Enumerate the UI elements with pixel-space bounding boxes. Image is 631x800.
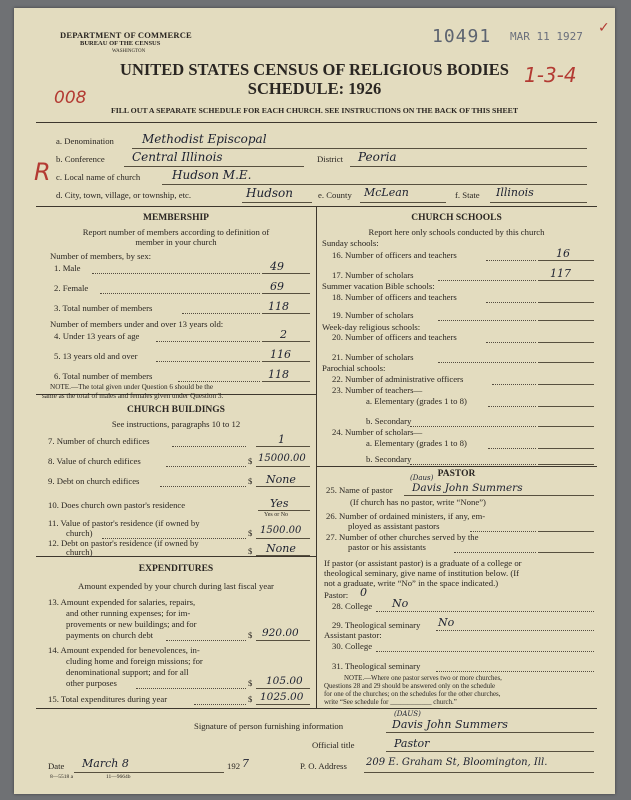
total-6-value: 118: [268, 368, 289, 381]
check-mark-top: ✓: [598, 20, 610, 36]
state-value: Illinois: [496, 186, 534, 199]
q27-line-2: pastor or his assistants: [348, 542, 426, 552]
schools-heading: CHURCH SCHOOLS: [411, 213, 502, 223]
dollar-13: $: [248, 630, 253, 640]
year-prefix: 192: [227, 761, 241, 771]
under-13-value: 2: [280, 328, 287, 341]
residence-value-label-2: church): [66, 528, 93, 538]
expenditures-intro: Amount expended by your church during last fiscal year: [78, 581, 274, 591]
local-name-value: Hudson M.E.: [172, 168, 252, 182]
handwritten-code-right: 1-3-4: [524, 63, 577, 87]
instruction-line: FILL OUT A SEPARATE SCHEDULE FOR EACH CHURCH. SEE INSTRUCTIONS ON THE BACK OF THIS SHEET: [110, 106, 519, 115]
assistant-pastor-label: Assistant pastor:: [324, 630, 382, 640]
form-title: UNITED STATES CENSUS OF RELIGIOUS BODIES: [120, 60, 509, 79]
total-6-label: 6. Total number of members: [54, 371, 153, 381]
edifice-debt-label: 9. Debt on church edifices: [48, 476, 140, 486]
q14-line-1: 14. Amount expended for benevolences, in-: [48, 645, 200, 655]
print-code-1: 8—5518 a: [50, 774, 74, 780]
age-heading: Number of members under and over 13 years old:: [50, 319, 224, 329]
dollar-8: $: [248, 456, 253, 466]
county-value: McLean: [364, 186, 409, 199]
residence-label: 10. Does church own pastor's residence: [48, 500, 186, 510]
pastor-heading: PASTOR: [437, 469, 476, 479]
po-address-value: 209 E. Graham St, Bloomington, Ill.: [366, 757, 548, 768]
q14-line-2: cluding home and foreign missions; for: [66, 656, 203, 666]
denomination-label: a. Denomination: [56, 136, 114, 146]
edifices-label: 7. Number of church edifices: [48, 436, 150, 446]
q27-line-1: 27. Number of other churches served by the: [326, 532, 479, 542]
male-label: 1. Male: [54, 263, 81, 273]
membership-note-1: NOTE.—The total given under Question 6 should be the: [50, 383, 214, 391]
grad-note-1: If pastor (or assistant pastor) is a graduate of a college or: [324, 558, 522, 568]
received-stamp-date: MAR 11 1927: [510, 30, 583, 43]
bureau-name: BUREAU OF THE CENSUS: [80, 40, 161, 47]
residence-value: Yes: [270, 497, 289, 510]
denomination-value: Methodist Episcopal: [142, 132, 267, 146]
buildings-sub: See instructions, paragraphs 10 to 12: [111, 419, 241, 429]
q24a-label: a. Elementary (grades 1 to 8): [366, 438, 467, 448]
residence-value-label-1: 11. Value of pastor's residence (if owned by: [48, 518, 200, 528]
signature-label: Signature of person furnishing information: [194, 721, 344, 731]
pastor-note-3: for one of the churches; on the schedules for the other churches,: [324, 691, 501, 698]
male-value: 49: [270, 260, 284, 273]
membership-note-2: same as the total of males and females given under Question 3.: [42, 392, 224, 400]
q19-label: 19. Number of scholars: [332, 310, 414, 320]
dollar-15: $: [248, 694, 253, 704]
q31-label: 31. Theological seminary: [332, 661, 421, 671]
q17-value: 117: [550, 267, 571, 280]
pastor-name-value: Davis John Summers: [412, 482, 523, 494]
q14-line-4: other purposes: [66, 678, 117, 688]
pastor-mark: 0: [360, 586, 367, 599]
po-address-label: P. O. Address: [300, 761, 347, 771]
q18-label: 18. Number of officers and teachers: [332, 292, 457, 302]
summer-schools: Summer vacation Bible schools:: [322, 281, 435, 291]
edifice-value-value: 15000.00: [258, 453, 306, 464]
date-label: Date: [48, 761, 65, 771]
schools-intro: Report here only schools conducted by this church: [368, 227, 545, 237]
q22-label: 22. Number of administrative officers: [332, 374, 464, 384]
district-value: Peoria: [358, 150, 397, 164]
conference-label: b. Conference: [56, 154, 105, 164]
pastor-note-4: write “See schedule for ____________ church.”: [324, 699, 457, 706]
county-label: e. County: [318, 190, 352, 200]
q28-value: No: [392, 597, 409, 610]
by-sex-label: Number of members, by sex:: [50, 251, 152, 261]
signature-correction: (DAUS): [394, 710, 421, 718]
q26-line-1: 26. Number of ordained ministers, if any, em-: [326, 511, 486, 521]
parochial-schools: Parochial schools:: [322, 363, 386, 373]
over-13-value: 116: [270, 348, 291, 361]
expenditures-heading: EXPENDITURES: [138, 564, 214, 574]
q14-line-3: denominational support; and for all: [66, 667, 189, 677]
q16-label: 16. Number of officers and teachers: [332, 250, 457, 260]
over-13-label: 5. 13 years old and over: [54, 351, 138, 361]
conference-value: Central Illinois: [132, 150, 223, 164]
q30-label: 30. College: [332, 641, 373, 651]
dollar-9: $: [248, 476, 253, 486]
residence-value-value: 1500.00: [260, 525, 302, 536]
date-value: March 8: [82, 757, 129, 770]
district-label: District: [317, 154, 344, 164]
weekday-schools: Week-day religious schools:: [322, 322, 421, 332]
edifice-value-label: 8. Value of church edifices: [48, 456, 141, 466]
q23b-label: b. Secondary: [366, 416, 412, 426]
city-name: WASHINGTON: [112, 49, 146, 54]
q23a-label: a. Elementary (grades 1 to 8): [366, 396, 467, 406]
grad-note-3: not a graduate, write “No” in the space indicated.): [324, 578, 499, 588]
dollar-14: $: [248, 678, 253, 688]
buildings-heading: CHURCH BUILDINGS: [127, 405, 225, 415]
state-label: f. State: [455, 190, 480, 200]
handwritten-code-left: 008: [54, 88, 87, 108]
q29-label: 29. Theological seminary: [332, 620, 421, 630]
yes-no-hint: Yes or No: [264, 512, 289, 518]
edifices-value: 1: [278, 433, 285, 446]
sunday-schools: Sunday schools:: [322, 238, 379, 248]
print-code-2: 11—9664b: [106, 774, 131, 780]
q26-line-2: ployed as assistant pastors: [348, 521, 440, 531]
total-members-value: 118: [268, 300, 289, 313]
official-title-value: Pastor: [394, 737, 430, 750]
q13-line-1: 13. Amount expended for salaries, repairs,: [48, 597, 196, 607]
q20-label: 20. Number of officers and teachers: [332, 332, 457, 342]
pastor-sub-label: Pastor:: [324, 590, 349, 600]
q16-value: 16: [556, 247, 570, 260]
q25-label: 25. Name of pastor: [326, 485, 393, 495]
residence-debt-label-2: church): [66, 547, 93, 557]
q13-value: 920.00: [262, 627, 299, 639]
department-name: DEPARTMENT OF COMMERCE: [60, 30, 192, 40]
signature-value: Davis John Summers: [392, 718, 508, 731]
female-value: 69: [270, 280, 284, 293]
grad-note-2: theological seminary, give name of institution below. (If: [324, 568, 520, 578]
q17-label: 17. Number of scholars: [332, 270, 414, 280]
under-13-label: 4. Under 13 years of age: [54, 331, 140, 341]
q13-line-3: provements or new buildings; and for: [66, 619, 197, 629]
q13-line-2: and other running expenses; for im-: [66, 608, 191, 618]
residence-debt-label-1: 12. Debt on pastor's residence (if owned by: [48, 538, 199, 548]
q15-label: 15. Total expenditures during year: [48, 694, 168, 704]
membership-intro-1: Report number of members according to definition of: [82, 227, 270, 237]
q13-line-4: payments on church debt: [66, 630, 154, 640]
total-members-label: 3. Total number of members: [54, 303, 153, 313]
q28-label: 28. College: [332, 601, 373, 611]
q14-value: 105.00: [266, 675, 303, 687]
female-label: 2. Female: [54, 283, 89, 293]
q21-label: 21. Number of scholars: [332, 352, 414, 362]
census-schedule-form: [14, 8, 615, 794]
membership-intro-2: member in your church: [135, 237, 217, 247]
pastor-note-1: NOTE.—Where one pastor serves two or more churches,: [344, 675, 502, 682]
residence-debt-value: None: [266, 542, 296, 555]
stamp-number: 10491: [432, 26, 492, 47]
city-value: Hudson: [246, 186, 293, 200]
q15-value: 1025.00: [260, 691, 304, 703]
margin-mark: R: [34, 158, 51, 186]
dollar-11: $: [248, 528, 253, 538]
city-label: d. City, town, village, or township, etc.: [56, 190, 192, 200]
q25-note: (If church has no pastor, write “None”): [350, 497, 486, 507]
dollar-12: $: [248, 546, 253, 556]
year-value: 7: [242, 757, 249, 770]
q23-label: 23. Number of teachers—: [332, 385, 423, 395]
pastor-note-2: Questions 28 and 29 should be answered only on the schedule: [324, 683, 496, 690]
schedule-year: SCHEDULE: 1926: [247, 79, 382, 98]
q24-label: 24. Number of scholars—: [332, 427, 423, 437]
pastor-name-correction: (Daus): [410, 474, 434, 482]
membership-heading: MEMBERSHIP: [143, 213, 209, 223]
edifice-debt-value: None: [266, 473, 296, 486]
official-title-label: Official title: [312, 740, 355, 750]
q29-value: No: [438, 616, 455, 629]
q24b-label: b. Secondary: [366, 454, 412, 464]
local-name-label: c. Local name of church: [56, 172, 141, 182]
